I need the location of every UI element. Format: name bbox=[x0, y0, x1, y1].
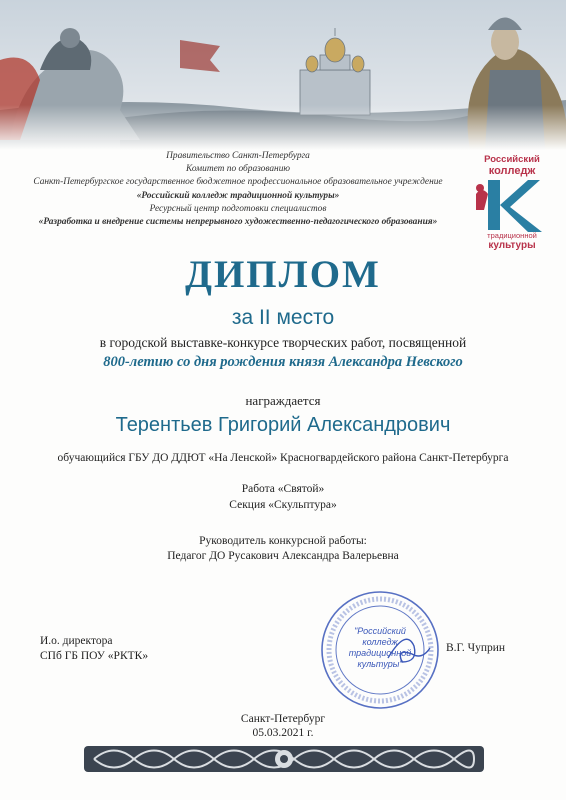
director-position bbox=[40, 634, 148, 664]
recipient-name: Терентьев Григорий Александрович bbox=[115, 414, 451, 436]
leader-label: Руководитель конкурсной работы: bbox=[199, 535, 367, 547]
leader-name: Педагог ДО Русакович Александра Валерьевна bbox=[167, 550, 399, 562]
org-line-government: Правительство Санкт-Петербурга bbox=[166, 151, 310, 161]
stamp-text-3: традиционной bbox=[348, 648, 412, 658]
director-title: И.о. директора bbox=[40, 635, 113, 647]
header-illustration bbox=[0, 0, 566, 150]
stamp-text-1: "Российский bbox=[354, 626, 406, 636]
org-line-college-name: «Российский колледж традиционной культуры» bbox=[136, 190, 340, 201]
award-place: за II место bbox=[231, 306, 335, 329]
org-line-resource-center: Ресурсный центр подготовки специалистов bbox=[149, 203, 327, 214]
footer-ornament bbox=[84, 738, 484, 778]
organization-header bbox=[18, 150, 458, 229]
logo-top-text: Российский bbox=[484, 154, 540, 165]
org-line-committee: Комитет по образованию bbox=[185, 164, 291, 175]
work-section: Секция «Скульптура» bbox=[229, 499, 337, 511]
logo-middle-text: колледж bbox=[488, 165, 536, 177]
place-and-date bbox=[0, 712, 566, 740]
contest-description: в городской выставке-конкурсе творческих работ, посвященной bbox=[99, 335, 467, 350]
work-info bbox=[0, 481, 566, 513]
org-line-program: «Разработка и внедрение системы непрерывного художественно-педагогического образования» bbox=[38, 217, 438, 228]
student-info: обучающийся ГБУ ДО ДДЮТ «На Ленской» Красногвардейского района Санкт-Петербурга bbox=[57, 452, 509, 464]
director-institution: СПб ГБ ПОУ «РКТК» bbox=[40, 650, 149, 662]
date: 05.03.2021 г. bbox=[252, 727, 314, 739]
org-line-institution-type: Санкт-Петербургское государственное бюджетное профессиональное образовательное учреждение bbox=[33, 177, 443, 188]
official-stamp bbox=[318, 588, 442, 712]
college-logo bbox=[466, 150, 558, 250]
stamp-text-2: колледж bbox=[362, 637, 398, 647]
logo-bottom-text-1: традиционной bbox=[487, 231, 537, 240]
contest-dedication: 800-летию со дня рождения князя Александра Невского bbox=[103, 354, 463, 370]
city: Санкт-Петербург bbox=[240, 713, 326, 725]
leader-info bbox=[0, 534, 566, 564]
awarded-label: награждается bbox=[245, 393, 321, 408]
stamp-text-4: культуры" bbox=[357, 659, 403, 669]
logo-letter-k-icon bbox=[476, 180, 542, 232]
diploma-title: ДИПЛОМ bbox=[185, 253, 381, 296]
logo-bottom-text-2: культуры bbox=[488, 240, 536, 250]
signer-name: В.Г. Чуприн bbox=[446, 642, 506, 654]
work-title: Работа «Святой» bbox=[241, 483, 325, 495]
